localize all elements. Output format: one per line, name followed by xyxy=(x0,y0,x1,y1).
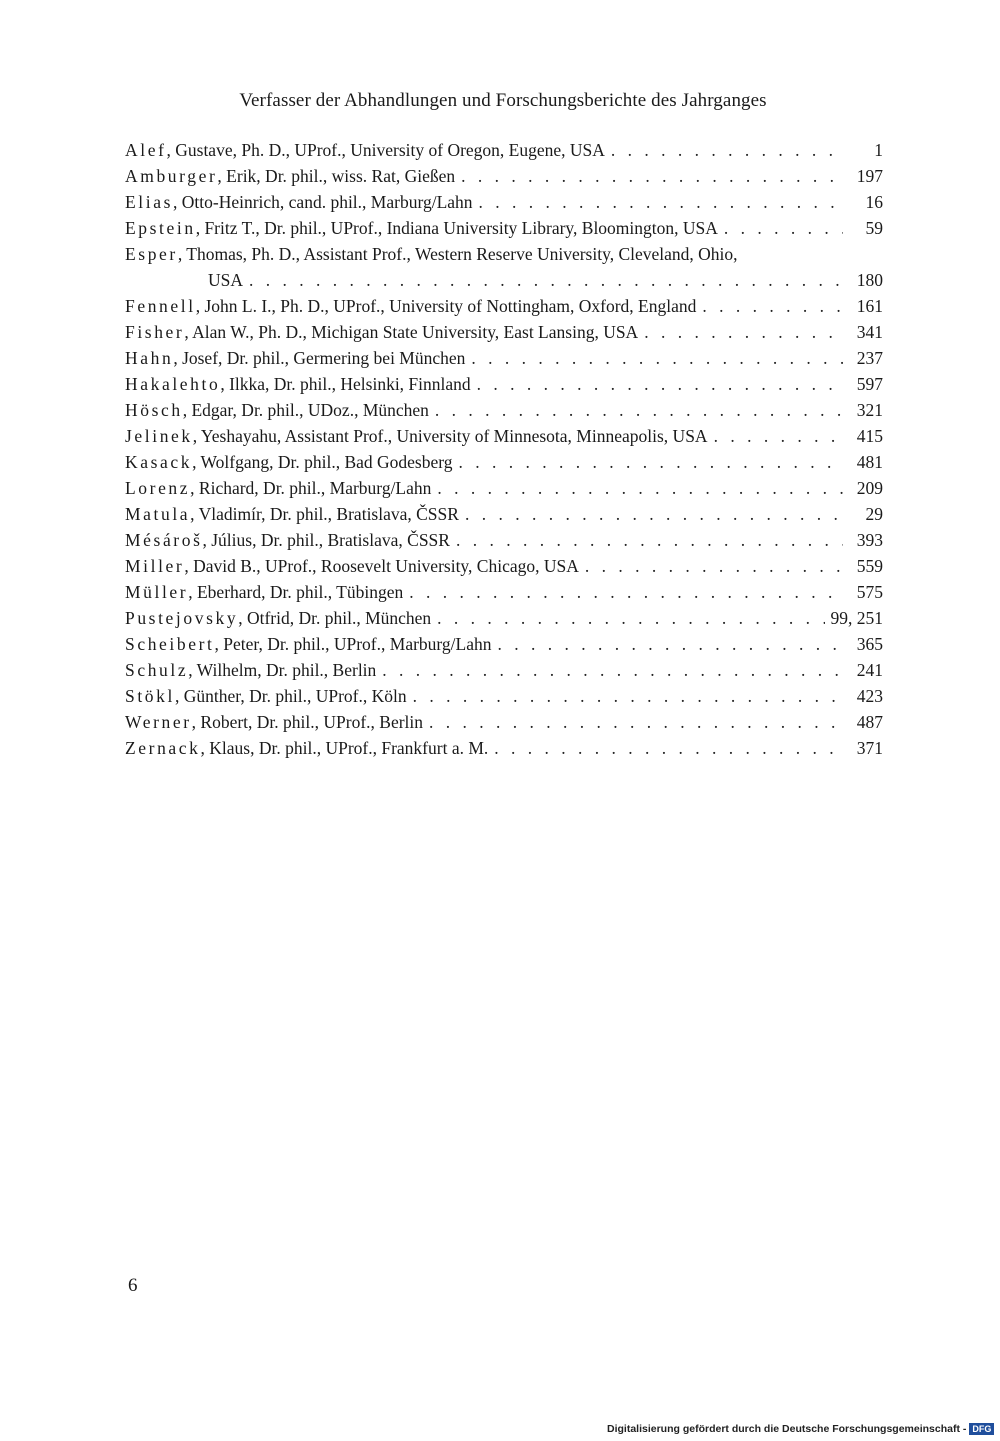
author-details: , Vladimír, Dr. phil., Bratislava, ČSSR xyxy=(190,504,459,524)
author-details: , Wolfgang, Dr. phil., Bad Godesberg xyxy=(192,452,453,472)
author-details: , David B., UProf., Roosevelt University, Chicago, USA xyxy=(184,556,579,576)
page-number: 29 xyxy=(865,504,883,524)
author-details: , Fritz T., Dr. phil., UProf., Indiana University Library, Bloomington, USA xyxy=(195,218,718,238)
dot-leader xyxy=(718,215,843,241)
author-entry xyxy=(125,501,883,527)
author-entry xyxy=(125,319,883,345)
author-entry xyxy=(125,397,883,423)
author-entry xyxy=(125,241,883,267)
page-number: 371 xyxy=(856,738,883,758)
author-entry xyxy=(125,475,883,501)
dot-leader xyxy=(450,527,843,553)
page-folio-number: 6 xyxy=(128,1275,138,1296)
page-number: 241 xyxy=(856,660,883,680)
author-details: , Otfrid, Dr. phil., München xyxy=(238,608,432,628)
page-number: 481 xyxy=(856,452,883,472)
dot-leader xyxy=(376,657,843,683)
page-number: 393 xyxy=(856,530,883,550)
author-surname: Zernack xyxy=(125,738,201,758)
author-surname: Schulz xyxy=(125,660,189,680)
page-number: 321 xyxy=(856,400,883,420)
author-entry xyxy=(125,579,883,605)
page-number: 180 xyxy=(856,270,883,290)
page-number: 59 xyxy=(865,218,883,238)
page-number: 575 xyxy=(856,582,883,602)
author-details: , Peter, Dr. phil., UProf., Marburg/Lahn xyxy=(214,634,492,654)
dot-leader xyxy=(431,475,843,501)
author-details: , Edgar, Dr. phil., UDoz., München xyxy=(182,400,429,420)
page-number: 559 xyxy=(856,556,883,576)
dot-leader xyxy=(453,449,843,475)
author-details: , Klaus, Dr. phil., UProf., Frankfurt a. M. xyxy=(200,738,489,758)
page-number: 423 xyxy=(856,686,883,706)
author-surname: Esper xyxy=(125,244,178,264)
author-surname: Pustejovsky xyxy=(125,608,239,628)
author-entry xyxy=(125,293,883,319)
author-entry xyxy=(125,163,883,189)
footer-text: Digitalisierung gefördert durch die Deutsche Forschungsgemeinschaft - xyxy=(607,1423,967,1435)
author-surname: Lorenz xyxy=(125,478,191,498)
author-entry xyxy=(125,683,883,709)
page-number: 99, 251 xyxy=(830,608,883,628)
author-details: , Yeshayahu, Assistant Prof., University of Minnesota, Minneapolis, USA xyxy=(192,426,708,446)
author-surname: Hösch xyxy=(125,400,183,420)
author-entry xyxy=(125,345,883,371)
page-number: 237 xyxy=(856,348,883,368)
author-entry xyxy=(125,631,883,657)
author-surname: Epstein xyxy=(125,218,196,238)
author-details: , Richard, Dr. phil., Marburg/Lahn xyxy=(190,478,432,498)
author-entry xyxy=(125,215,883,241)
author-details: , Wilhelm, Dr. phil., Berlin xyxy=(188,660,377,680)
author-details: , Ilkka, Dr. phil., Helsinki, Finnland xyxy=(220,374,471,394)
dot-leader xyxy=(696,293,843,319)
dot-leader xyxy=(471,371,843,397)
author-entry xyxy=(125,735,883,761)
dot-leader xyxy=(407,683,843,709)
author-details: , Július, Dr. phil., Bratislava, ČSSR xyxy=(202,530,450,550)
author-details: , Thomas, Ph. D., Assistant Prof., Western Reserve University, Cleveland, Ohio, xyxy=(177,244,738,264)
page-number: 209 xyxy=(856,478,883,498)
author-surname: Müller xyxy=(125,582,189,602)
dot-leader xyxy=(492,631,844,657)
author-details: , John L. I., Ph. D., UProf., University of Nottingham, Oxford, England xyxy=(195,296,697,316)
author-details: , Günther, Dr. phil., UProf., Köln xyxy=(174,686,407,706)
author-entry xyxy=(125,137,883,163)
author-surname: Alef xyxy=(125,140,167,160)
author-entry xyxy=(125,449,883,475)
author-surname: Stökl xyxy=(125,686,175,706)
author-details: , Erik, Dr. phil., wiss. Rat, Gießen xyxy=(217,166,456,186)
author-surname: Kasack xyxy=(125,452,193,472)
author-entry xyxy=(125,657,883,683)
dot-leader xyxy=(708,423,843,449)
author-details: , Robert, Dr. phil., UProf., Berlin xyxy=(191,712,424,732)
author-details: , Alan W., Ph. D., Michigan State University, East Lansing, USA xyxy=(184,322,639,342)
dot-leader xyxy=(605,137,843,163)
author-entry xyxy=(125,605,883,631)
author-details: , Otto-Heinrich, cand. phil., Marburg/Lahn xyxy=(173,192,473,212)
dot-leader xyxy=(638,319,843,345)
dot-leader xyxy=(243,267,843,293)
dot-leader xyxy=(488,735,843,761)
dot-leader xyxy=(465,345,843,371)
author-details: , Gustave, Ph. D., UProf., University of Oregon, Eugene, USA xyxy=(166,140,605,160)
author-surname: Amburger xyxy=(125,166,218,186)
author-entry xyxy=(125,553,883,579)
author-entry xyxy=(125,527,883,553)
author-surname: Fisher xyxy=(125,322,185,342)
author-surname: Miller xyxy=(125,556,185,576)
page-number: 197 xyxy=(856,166,883,186)
author-surname: Hahn xyxy=(125,348,174,368)
author-entry xyxy=(125,371,883,397)
dot-leader xyxy=(473,189,843,215)
page-number: 365 xyxy=(856,634,883,654)
dot-leader xyxy=(431,605,824,631)
page-number: 415 xyxy=(856,426,883,446)
author-details: , Eberhard, Dr. phil., Tübingen xyxy=(188,582,404,602)
page-number: 161 xyxy=(856,296,883,316)
dot-leader xyxy=(459,501,843,527)
author-surname: Matula xyxy=(125,504,191,524)
dot-leader xyxy=(455,163,843,189)
page-number: 487 xyxy=(856,712,883,732)
digitization-footer xyxy=(607,1423,994,1435)
page-number: 341 xyxy=(856,322,883,342)
page-number: 597 xyxy=(856,374,883,394)
author-list xyxy=(125,137,883,761)
dot-leader xyxy=(423,709,843,735)
author-details-continuation: USA xyxy=(208,270,244,290)
author-surname: Scheibert xyxy=(125,634,215,654)
author-surname: Werner xyxy=(125,712,192,732)
author-surname: Fennell xyxy=(125,296,196,316)
page-number: 1 xyxy=(874,140,883,160)
dfg-logo-icon: DFG xyxy=(969,1423,994,1435)
author-surname: Elias xyxy=(125,192,173,212)
page-title: Verfasser der Abhandlungen und Forschungsberichte des Jahrganges xyxy=(239,90,767,111)
author-entry-continuation xyxy=(125,267,883,293)
author-entry xyxy=(125,423,883,449)
author-entry xyxy=(125,189,883,215)
dot-leader xyxy=(403,579,843,605)
author-details: , Josef, Dr. phil., Germering bei München xyxy=(173,348,466,368)
dot-leader xyxy=(579,553,843,579)
page-number: 16 xyxy=(865,192,883,212)
dot-leader xyxy=(429,397,843,423)
author-surname: Mésároš xyxy=(125,530,203,550)
author-entry xyxy=(125,709,883,735)
author-surname: Jelinek xyxy=(125,426,193,446)
author-surname: Hakalehto xyxy=(125,374,221,394)
